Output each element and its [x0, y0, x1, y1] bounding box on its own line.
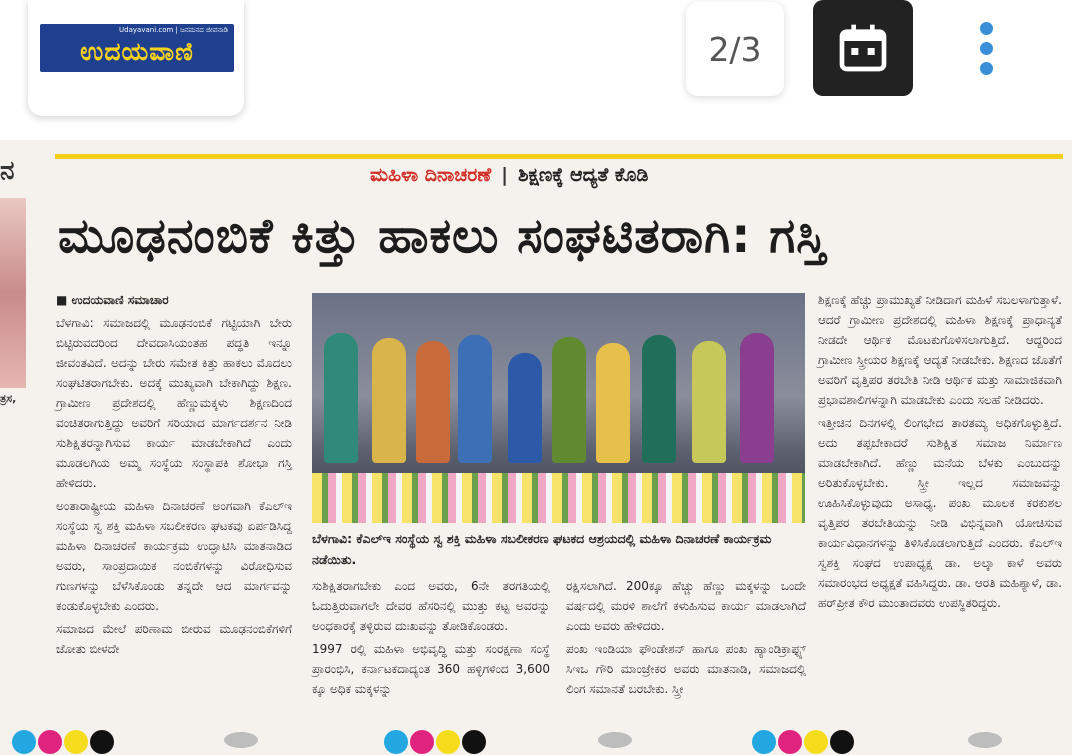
- left-fragment-head: ನ: [0, 156, 15, 186]
- more-options-button[interactable]: [972, 22, 1000, 82]
- yellow-rule: [55, 154, 1063, 159]
- paragraph: ಇತ್ತೀಚಿನ ದಿನಗಳಲ್ಲಿ ಲಿಂಗಭೇದ ತಾರತಮ್ಯ ಅಧಿಕಗೊಳ್ಳುತ್ತಿದೆ. ಅದು ತಪ್ಪಬೇಕಾದರೆ ಸುಶಿಕ್ಷಿತ ಸಮಾಜ ನಿರ್ಮಾಣ ಮಾಡಬೇಕಾಗಿದೆ. ಹೆಣ್ಣು ಮನೆಯ ಬೆಳಕು ಎಂಬುದನ್ನು ಅರಿತುಕೊಳ್ಳಬೇಕು. ಸ್ತ್ರೀ ಇಲ್ಲದ ಸಮಾಜವನ್ನು ಊಹಿಸಿಕೊಳ್ಳುವುದು ಅಸಾಧ್ಯ. ಪಂಖ ಮೂಲಕ ಕರಕುಶಲ ವೃತ್ತಿಪರ ತರಬೇತಿಯನ್ನು ನೀಡಿ ವಿಭಿನ್ನವಾಗಿ ಯೋಚಿಸುವ ಕಾರ್ಯವಿಧಾನಗಳನ್ನು ತಿಳಿಸಿಕೊಡಲಾಗುತ್ತಿದೆ ಎಂದರು. ಕೆಎಲ್‌ಇ ಸ್ವಶಕ್ತಿ ಸಂಘದ ಉಪಾಧ್ಯಕ್ಷ ಡಾ. ಅಲ್ಕಾ ಕಾಳೆ ಅವರು ಸಮಾರಂಭದ ಅಧ್ಯಕ್ಷತೆ ವಹಿಸಿದ್ದರು. ಡಾ. ಆರತಿ ಮಹಿಶ್ಯಾಳೆ, ಡಾ. ಹರ್‌ಪ್ರೀತ ಕೌರ ಮುಂತಾದವರು ಉಪಸ್ಥಿತರಿದ್ದರು.: [818, 416, 1062, 610]
- registration-mark-cyan: [384, 730, 408, 754]
- registration-mark-magenta: [778, 730, 802, 754]
- page-indicator[interactable]: 2/3: [686, 2, 784, 96]
- article-column-1: [56, 290, 292, 662]
- paragraph: ಸುಶಿಕ್ಷಿತರಾಗಬೇಕು ಎಂದ ಅವರು, 6ನೇ ತರಗತಿಯಲ್ಲಿ ಓದುತ್ತಿರುವಾಗಲೇ ದೇವರ ಹೆಸರಿನಲ್ಲಿ ಮುತ್ತು ಕಟ್ಟ ಅವರನ್ನು ಅಂಧಕಾರಕ್ಕೆ ತಳ್ಳಿರುವ ದುಃಖವನ್ನು ತೋಡಿಕೊಂಡರು.: [312, 579, 550, 633]
- adjacent-article-fragment: [0, 140, 40, 755]
- registration-oval: [968, 732, 1002, 748]
- paragraph: 1997 ರಲ್ಲಿ ಮಹಿಳಾ ಅಭಿವೃದ್ಧಿ ಮತ್ತು ಸಂರಕ್ಷಣಾ ಸಂಸ್ಥೆ ಪ್ರಾರಂಭಿಸಿ, ಕರ್ನಾಟಕದಾದ್ಯಂತ 360 ಹಳ್ಳಿಗಳಿಂದ 3,600 ಕ್ಕೂ ಅಧಿಕ ಮಕ್ಕಳನ್ನು: [312, 642, 550, 696]
- article-headline: ಮೂಢನಂಬಿಕೆ ಕಿತ್ತು ಹಾಕಲು ಸಂಘಟಿತರಾಗಿ: ಗಸ್ತಿ: [58, 208, 827, 264]
- registration-mark-black: [462, 730, 486, 754]
- photo-figure: [642, 335, 676, 463]
- photo-figure: [692, 341, 726, 463]
- newspaper-page: [0, 140, 1072, 755]
- paragraph: ಶಿಕ್ಷಣಕ್ಕೆ ಹೆಚ್ಚು ಪ್ರಾಮುಖ್ಯತೆ ನೀಡಿದಾಗ ಮಹಿಳೆ ಸಬಲಳಾಗುತ್ತಾಳೆ. ಆದರೆ ಗ್ರಾಮೀಣ ಪ್ರದೇಶದಲ್ಲಿ ಮಹಿಳಾ ಶಿಕ್ಷಣಕ್ಕೆ ಪ್ರಾಧಾನ್ಯತೆ ನೀಡದೇ ಆರ್ಥಿಕ ಮೊಟಕುಗೊಳಿಸಲಾಗುತ್ತಿದೆ. ಆದ್ದರಿಂದ ಗ್ರಾಮೀಣ ಸ್ತ್ರೀಯರ ಶಿಕ್ಷಣಕ್ಕೆ ಆದ್ಯತೆ ನೀಡಬೇಕು. ಶಿಕ್ಷಣದ ಜೊತೆಗೆ ಅವರಿಗೆ ವೃತ್ತಿಪರ ತರಬೇತಿ ನೀಡಿ ಆರ್ಥಿಕ ಮತ್ತು ಸಾಮಾಜಿಕವಾಗಿ ಪ್ರಭಾವಶಾಲಿಗಳನ್ನಾಗಿ ಮಾಡಬೇಕು ಎಂದು ಸಲಹೆ ನೀಡಿದರು.: [818, 293, 1062, 407]
- logo-wordmark: ಉದಯವಾಣಿ: [80, 37, 194, 66]
- registration-mark-black: [830, 730, 854, 754]
- registration-mark-magenta: [38, 730, 62, 754]
- article-column-4: [818, 290, 1062, 616]
- photo-figure: [552, 337, 586, 463]
- photo-figure: [508, 353, 542, 463]
- calendar-button[interactable]: [813, 0, 913, 96]
- event-photo: [312, 293, 805, 523]
- registration-mark-black: [90, 730, 114, 754]
- registration-oval: [598, 732, 632, 748]
- photo-figure: [596, 343, 630, 463]
- paragraph: ಬೆಳಗಾವಿ: ಸಮಾಜದಲ್ಲಿ ಮೂಢನಂಬಿಕೆ ಗಟ್ಟಿಯಾಗಿ ಬೇರು ಬಿಟ್ಟಿರುವದರಿಂದ ದೇವದಾಸಿಯಂತಹ ಪದ್ಧತಿ ಇನ್ನೂ ಜೀವಂತವಿದೆ. ಅದನ್ನು ಬೇರು ಸಮೇತ ಕಿತ್ತು ಹಾಕಲು ಮೊದಲು ಸಂಘಟಿತರಾಗಬೇಕು. ಅದಕ್ಕೆ ಮುಖ್ಯವಾಗಿ ಬೇಕಾಗಿದ್ದು ಶಿಕ್ಷಣ. ಗ್ರಾಮೀಣ ಪ್ರದೇಶದಲ್ಲಿ ಹೆಣ್ಣುಮಕ್ಕಳು ಶಿಕ್ಷಣದಿಂದ ವಂಚಿತರಾಗುತ್ತಿದ್ದು ಅವರಿಗೆ ಸರಿಯಾದ ಮಾರ್ಗದರ್ಶನ ನೀಡಿ ಸುಶಿಕ್ಷಿತರನ್ನಾಗಿಸುವ ಕಾರ್ಯ ಮಾಡಬೇಕಾಗಿದೆ ಎಂದು ಮೂಡಲಗಿಯ ಅಮ್ಮ ಸಂಸ್ಥೆಯ ಸಂಸ್ಥಾಪಕಿ ಶೋಭಾ ಗಸ್ತಿ ಹೇಳಿದರು.: [56, 316, 292, 490]
- article-kicker: [370, 164, 648, 186]
- photo-figure: [458, 335, 492, 463]
- article-column-2: [312, 576, 550, 702]
- registration-mark-cyan: [12, 730, 36, 754]
- calendar-icon: [835, 20, 891, 76]
- registration-mark-magenta: [410, 730, 434, 754]
- registration-mark-yellow: [64, 730, 88, 754]
- app-bar: [0, 0, 1072, 140]
- udayavani-logo: [40, 24, 234, 72]
- logo-tagline: Udayavani.com | ಜನಮನದ ಜೀವನಾಡಿ: [119, 26, 228, 34]
- photo-figure: [740, 333, 774, 463]
- registration-mark-yellow: [436, 730, 460, 754]
- kicker-subtitle: ಶಿಕ್ಷಣಕ್ಕೆ ಆದ್ಯತೆ ಕೊಡಿ: [518, 164, 649, 186]
- flower-decoration: [312, 473, 805, 523]
- paragraph: ರಕ್ಷಿಸಲಾಗಿದೆ. 200ಕ್ಕೂ ಹೆಚ್ಚು ಹೆಣ್ಣು ಮಕ್ಕಳನ್ನು ಒಂದೇ ವರ್ಷದಲ್ಲಿ ಮರಳಿ ಶಾಲೆಗೆ ಕಳುಹಿಸುವ ಕಾರ್ಯ ಮಾಡಲಾಗಿದೆ ಎಂದು ಅವರು ಹೇಳಿದರು.: [566, 579, 806, 633]
- registration-mark-yellow: [804, 730, 828, 754]
- kicker-category: ಮಹಿಳಾ ದಿನಾಚರಣೆ: [370, 164, 492, 186]
- publication-logo-card[interactable]: [28, 0, 244, 116]
- registration-mark-cyan: [752, 730, 776, 754]
- paragraph: ಅಂತಾರಾಷ್ಟ್ರೀಯ ಮಹಿಳಾ ದಿನಾಚರಣೆ ಅಂಗವಾಗಿ ಕೆಎಲ್‌ಇ ಸಂಸ್ಥೆಯ ಸ್ವ ಶಕ್ತಿ ಮಹಿಳಾ ಸಬಲೀಕರಣ ಘಟಕವು ಏರ್ಪಡಿಸಿದ್ದ ಮಹಿಳಾ ದಿನಾಚರಣೆ ಕಾರ್ಯಕ್ರಮ ಉದ್ಘಾಟಿಸಿ ಮಾತನಾಡಿದ ಅವರು, ಸಾಂಪ್ರದಾಯಿಕ ನಂಬಿಕೆಗಳನ್ನು ವಿರೋಧಿಸುವ ಗುಣಗಳನ್ನು ಬೆಳೆಸಿಕೊಂಡು ತನ್ನದೇ ಆದ ಮಾರ್ಗವನ್ನು ಕಂಡುಕೊಳ್ಳಬೇಕು ಎಂದರು.: [56, 499, 292, 613]
- byline: ■ ಉದಯವಾಣಿ ಸಮಾಚಾರ: [56, 293, 169, 307]
- photo-figure: [416, 341, 450, 463]
- left-fragment-text: ತ್ರಸ,: [0, 392, 17, 405]
- left-photo-fragment: [0, 198, 26, 388]
- registration-oval: [224, 732, 258, 748]
- photo-caption: ಬೆಳಗಾವಿ: ಕೆಎಲ್‌ಇ ಸಂಸ್ಥೆಯ ಸ್ವ ಶಕ್ತಿ ಮಹಿಳಾ ಸಬಲೀಕರಣ ಘಟಕದ ಆಶ್ರಯದಲ್ಲಿ ಮಹಿಳಾ ದಿನಾಚರಣೆ ಕಾರ್ಯಕ್ರಮ ನಡೆಯಿತು.: [312, 531, 772, 567]
- paragraph: ಪಂಖ ಇಂಡಿಯಾ ಫೌಂಡೇಶನ್ ಹಾಗೂ ಪಂಖ ಹ್ಯಾಂಡಿಕ್ರಾಫ್ಟ್ಸ್ ಸಿಇಒ ಗೌರಿ ಮಾಂಜ್ರೇಕರ ಅವರು ಮಾತನಾಡಿ, ಸಮಾಜದಲ್ಲಿ ಲಿಂಗ ಸಮಾನತೆ ಬರಬೇಕು. ಸ್ತ್ರೀ: [566, 642, 806, 696]
- paragraph: ಸಮಾಜದ ಮೇಲೆ ಪರಿಣಾಮ ಬೀರುವ ಮೂಢನಂಬಿಕೆಗಳಿಗೆ ಜೋತು ಬೀಳದೇ: [56, 622, 292, 656]
- photo-figure: [324, 333, 358, 463]
- kicker-separator: |: [501, 164, 509, 186]
- article-column-3: [566, 576, 806, 702]
- photo-figure: [372, 338, 406, 463]
